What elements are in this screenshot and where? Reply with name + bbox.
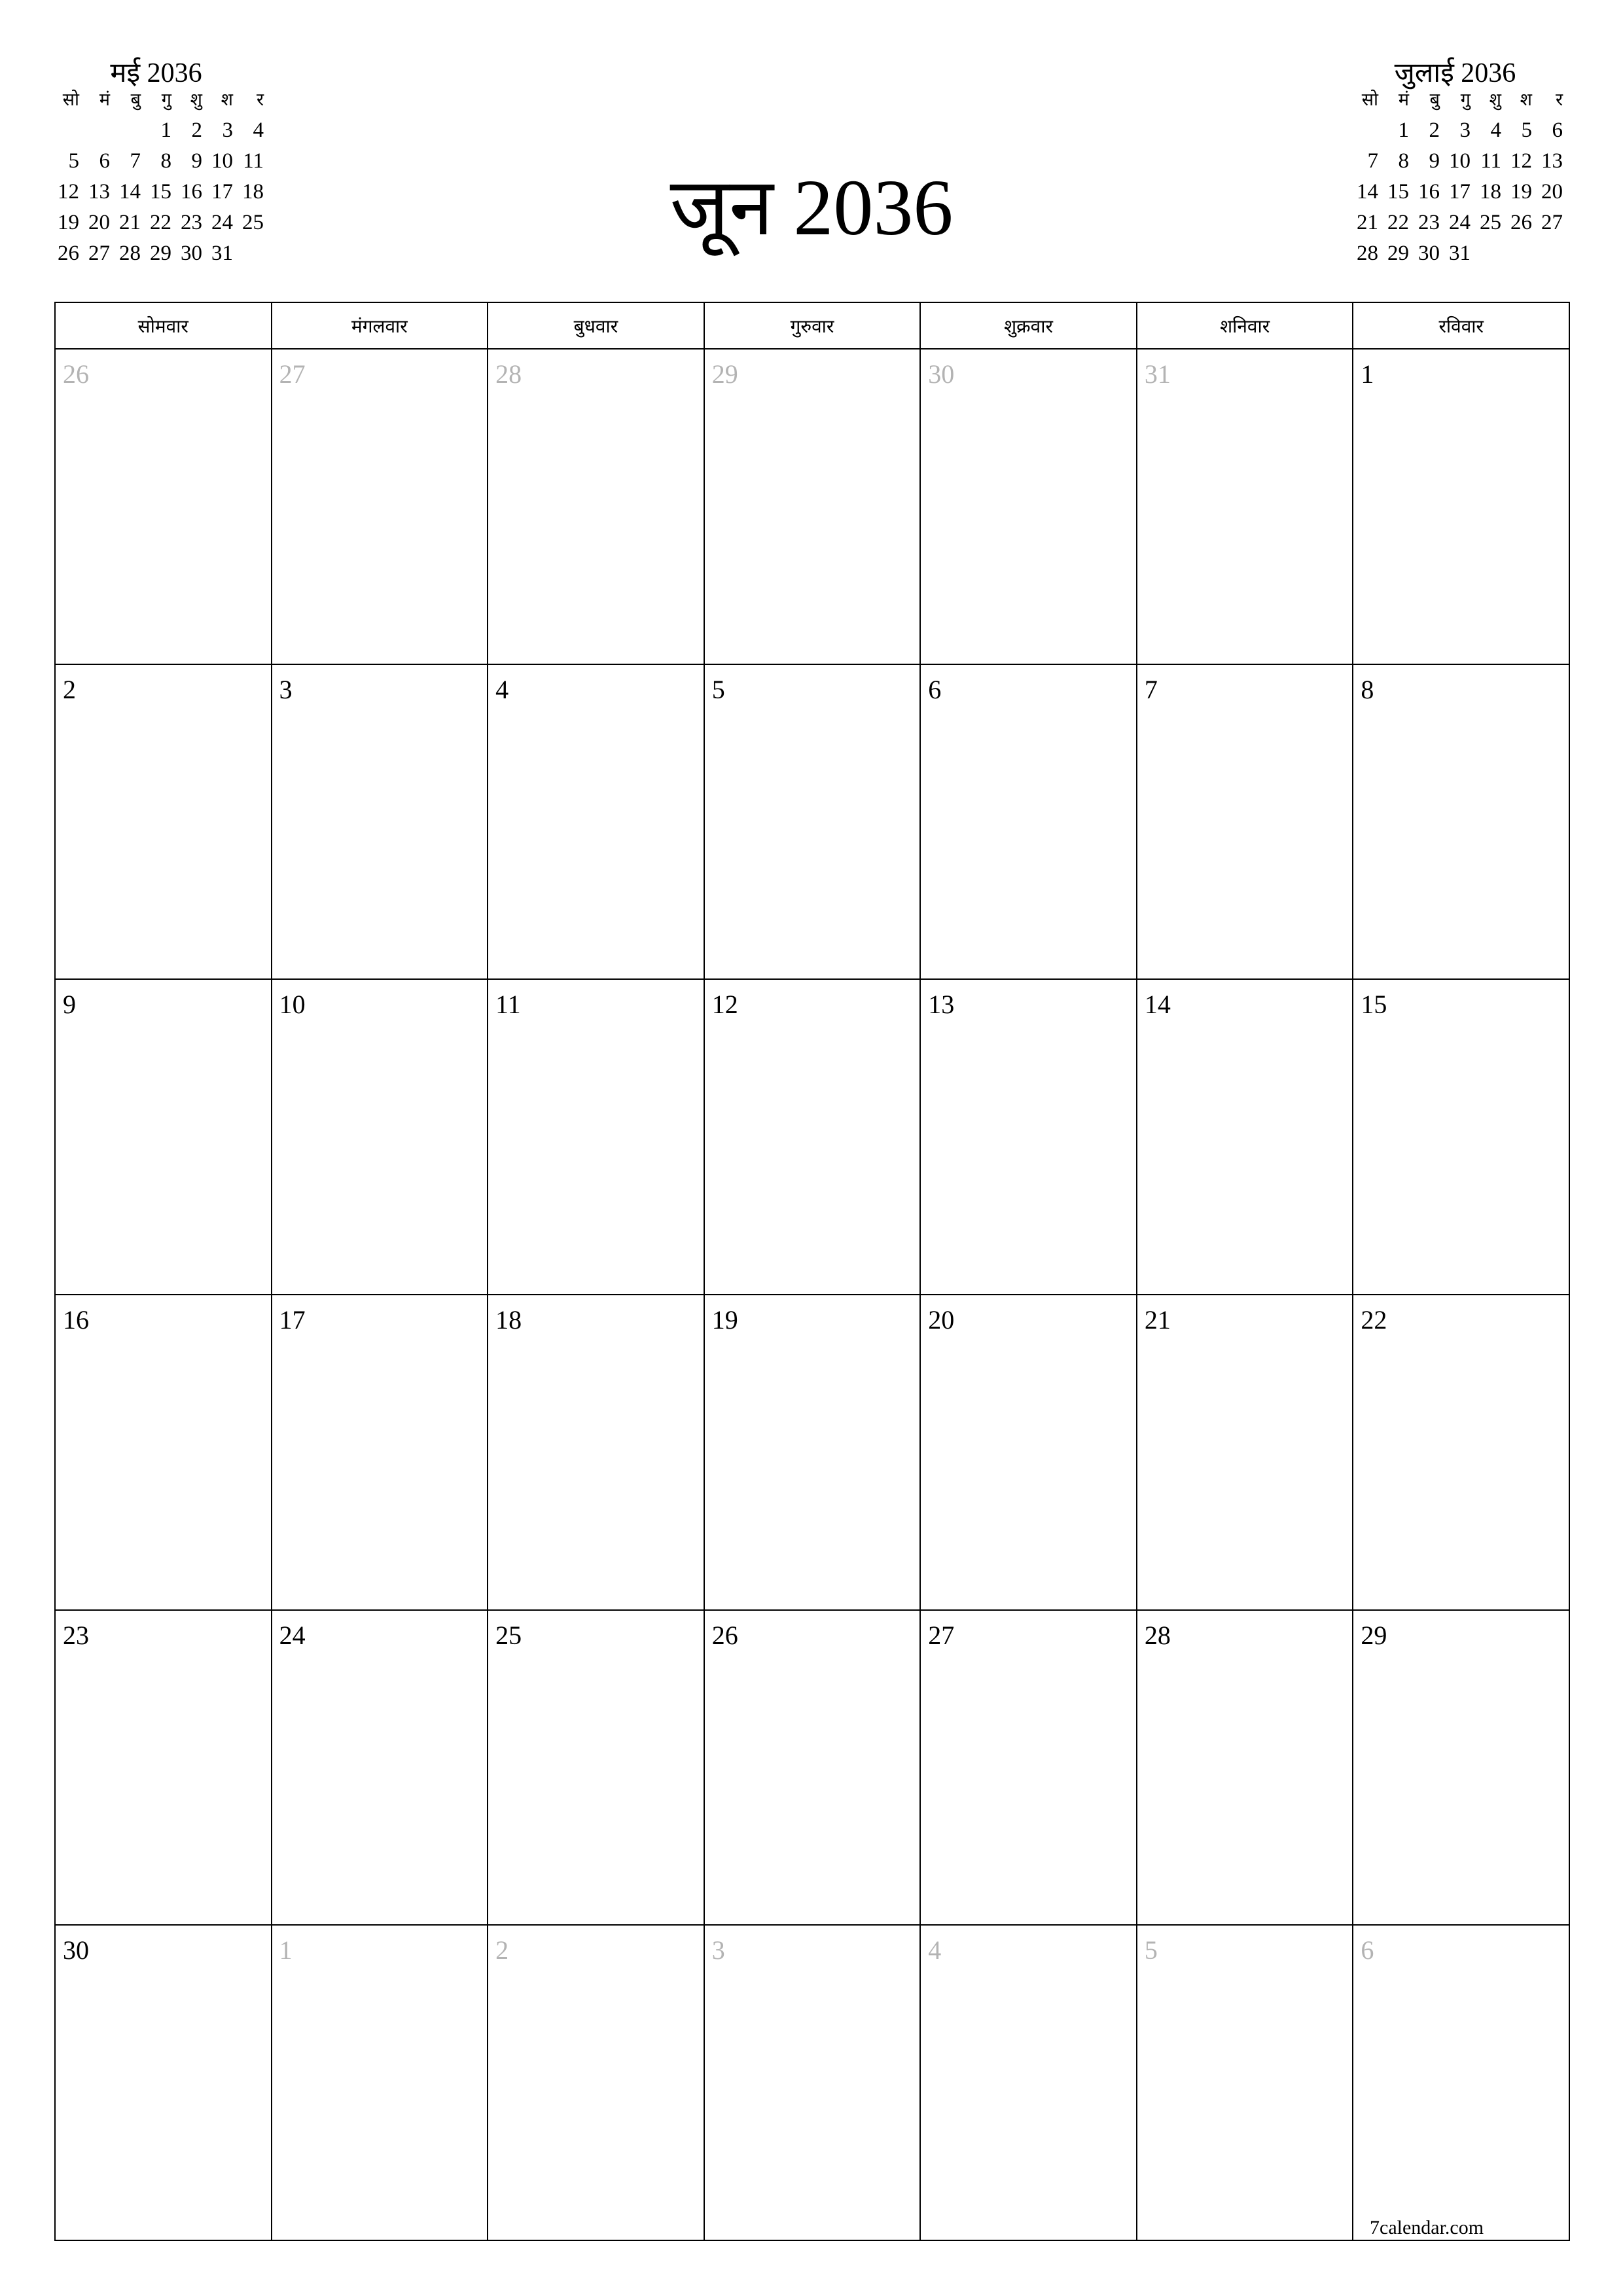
day-number: 6 <box>928 674 942 704</box>
mini-day-number: 10 <box>1449 149 1471 173</box>
mini-day-number: 28 <box>119 242 141 265</box>
mini-day-number: 8 <box>160 149 171 173</box>
mini-day-number: 5 <box>1521 118 1532 142</box>
day-number: 9 <box>63 990 76 1020</box>
day-cell <box>1353 980 1569 1294</box>
day-number: 6 <box>1361 1935 1374 1965</box>
mini-day-empty <box>48 115 79 146</box>
day-number: 27 <box>279 359 306 389</box>
day-number: 25 <box>495 1620 522 1650</box>
weekday-header: गुरुवार <box>705 303 920 348</box>
day-number: 3 <box>279 674 293 704</box>
mini-day-number: 31 <box>211 242 233 265</box>
day-cell <box>56 1611 271 1925</box>
day-cell-other-month <box>921 350 1136 664</box>
mini-day-number: 25 <box>1480 211 1501 234</box>
day-cell <box>1137 665 1353 979</box>
day-number: 18 <box>495 1304 522 1335</box>
day-cell <box>921 1295 1136 1609</box>
mini-weekday-header: मं <box>99 90 110 109</box>
day-number: 4 <box>928 1935 942 1965</box>
mini-day-number: 18 <box>242 180 264 204</box>
mini-calendar-grid <box>1347 84 1563 269</box>
day-number: 3 <box>711 1935 725 1965</box>
day-number: 30 <box>63 1935 89 1965</box>
mini-day-number: 30 <box>181 242 202 265</box>
day-cell <box>272 1295 488 1609</box>
mini-calendar-title: जुलाई 2036 <box>1394 58 1516 88</box>
day-cell <box>1137 1295 1353 1609</box>
day-number: 29 <box>1361 1620 1387 1650</box>
mini-day-number: 7 <box>1367 149 1378 173</box>
mini-day-number: 27 <box>1541 211 1563 234</box>
day-number: 22 <box>1361 1304 1387 1335</box>
mini-day-number: 1 <box>1398 118 1409 142</box>
day-number: 15 <box>1361 990 1387 1020</box>
day-cell <box>488 1611 704 1925</box>
mini-day-number: 1 <box>160 118 171 142</box>
day-cell <box>1353 1611 1569 1925</box>
day-cell-other-month <box>272 350 488 664</box>
mini-day-empty <box>110 115 141 146</box>
mini-day-number: 14 <box>119 180 141 204</box>
day-number: 11 <box>495 990 521 1020</box>
day-number: 5 <box>1144 1935 1158 1965</box>
mini-day-number: 8 <box>1398 149 1409 173</box>
mini-day-number: 24 <box>211 211 233 234</box>
day-cell-other-month <box>1353 1926 1569 2240</box>
weekday-header: बुधवार <box>488 303 704 348</box>
day-number: 19 <box>711 1304 738 1335</box>
day-cell <box>1353 1295 1569 1609</box>
mini-weekday-header: बु <box>130 90 141 109</box>
mini-day-number: 4 <box>1490 118 1501 142</box>
day-number: 31 <box>1144 359 1171 389</box>
day-cell <box>705 980 920 1294</box>
day-cell <box>56 665 271 979</box>
day-number: 17 <box>279 1304 306 1335</box>
mini-day-number: 2 <box>1429 118 1440 142</box>
mini-day-number: 28 <box>1357 242 1378 265</box>
footer-website-text: 7calendar.com <box>1370 2217 1484 2238</box>
day-cell <box>56 1926 271 2240</box>
weekday-header: मंगलवार <box>272 303 488 348</box>
day-cell-other-month <box>488 350 704 664</box>
mini-day-number: 21 <box>119 211 141 234</box>
mini-day-number: 4 <box>253 118 264 142</box>
day-cell <box>921 1611 1136 1925</box>
mini-day-number: 11 <box>1480 149 1501 173</box>
mini-day-number: 5 <box>68 149 79 173</box>
day-cell <box>1353 665 1569 979</box>
weekday-header: रविवार <box>1353 303 1569 348</box>
day-cell-other-month <box>272 1926 488 2240</box>
mini-weekday-header: शु <box>190 90 202 109</box>
mini-day-number: 6 <box>1552 118 1563 142</box>
month-grid <box>54 302 1570 2241</box>
mini-weekday-header: शु <box>1489 90 1501 109</box>
mini-calendar-title: मई 2036 <box>110 58 202 88</box>
mini-weekday-header: श <box>1520 90 1532 109</box>
day-cell <box>488 1295 704 1609</box>
day-number: 30 <box>928 359 955 389</box>
mini-day-number: 20 <box>88 211 110 234</box>
mini-day-number: 11 <box>243 149 264 173</box>
mini-day-number: 29 <box>1387 242 1409 265</box>
day-number: 13 <box>928 990 955 1020</box>
mini-day-number: 26 <box>1510 211 1532 234</box>
mini-day-number: 2 <box>191 118 202 142</box>
mini-day-empty <box>1532 238 1563 269</box>
day-number: 28 <box>1144 1620 1171 1650</box>
mini-day-empty <box>79 115 110 146</box>
day-cell <box>705 665 920 979</box>
day-number: 12 <box>711 990 738 1020</box>
day-cell-other-month <box>488 1926 704 2240</box>
day-cell <box>921 665 1136 979</box>
day-cell <box>1353 350 1569 664</box>
mini-weekday-header: मं <box>1398 90 1409 109</box>
mini-day-number: 20 <box>1541 180 1563 204</box>
day-cell <box>921 980 1136 1294</box>
day-cell-other-month <box>705 1926 920 2240</box>
mini-day-number: 22 <box>150 211 171 234</box>
mini-day-number: 16 <box>181 180 202 204</box>
day-cell-other-month <box>705 350 920 664</box>
mini-day-number: 30 <box>1418 242 1440 265</box>
day-cell <box>705 1611 920 1925</box>
day-cell-other-month <box>1137 350 1353 664</box>
mini-day-number: 26 <box>58 242 79 265</box>
mini-day-number: 15 <box>150 180 171 204</box>
mini-calendar-next-month <box>1347 0 1563 275</box>
mini-day-empty <box>1471 238 1501 269</box>
mini-day-number: 25 <box>242 211 264 234</box>
mini-day-empty <box>1501 238 1532 269</box>
mini-day-number: 27 <box>88 242 110 265</box>
day-number: 28 <box>495 359 522 389</box>
day-number: 2 <box>63 674 76 704</box>
day-cell <box>272 1611 488 1925</box>
day-cell <box>272 980 488 1294</box>
mini-day-number: 9 <box>1429 149 1440 173</box>
mini-day-number: 21 <box>1357 211 1378 234</box>
day-number: 10 <box>279 990 306 1020</box>
mini-weekday-header: गु <box>161 90 171 109</box>
mini-day-number: 23 <box>1418 211 1440 234</box>
mini-day-number: 9 <box>191 149 202 173</box>
mini-day-number: 16 <box>1418 180 1440 204</box>
mini-weekday-header: सो <box>1361 90 1378 109</box>
mini-day-number: 31 <box>1449 242 1471 265</box>
day-number: 27 <box>928 1620 955 1650</box>
mini-weekday-header: श <box>221 90 233 109</box>
day-cell <box>1137 1611 1353 1925</box>
day-cell-other-month <box>56 350 271 664</box>
mini-day-number: 19 <box>1510 180 1532 204</box>
page-title: जून 2036 <box>669 164 954 252</box>
mini-day-number: 23 <box>181 211 202 234</box>
mini-day-number: 12 <box>58 180 79 204</box>
day-number: 16 <box>63 1304 89 1335</box>
day-number: 2 <box>495 1935 509 1965</box>
weekday-header: शनिवार <box>1137 303 1353 348</box>
day-number: 29 <box>711 359 738 389</box>
day-number: 26 <box>63 359 89 389</box>
mini-day-number: 6 <box>99 149 110 173</box>
day-number: 20 <box>928 1304 955 1335</box>
day-cell <box>488 665 704 979</box>
day-cell <box>272 665 488 979</box>
day-cell-other-month <box>1137 1926 1353 2240</box>
day-cell <box>1137 980 1353 1294</box>
mini-day-number: 12 <box>1510 149 1532 173</box>
day-cell <box>56 1295 271 1609</box>
mini-day-number: 15 <box>1387 180 1409 204</box>
mini-weekday-header: गु <box>1460 90 1471 109</box>
day-cell <box>488 980 704 1294</box>
day-number: 26 <box>711 1620 738 1650</box>
mini-weekday-header: सो <box>62 90 79 109</box>
day-cell <box>56 980 271 1294</box>
day-number: 14 <box>1144 990 1171 1020</box>
mini-day-number: 29 <box>150 242 171 265</box>
day-number: 5 <box>711 674 725 704</box>
mini-day-empty <box>1347 115 1378 146</box>
day-number: 23 <box>63 1620 89 1650</box>
mini-day-number: 7 <box>130 149 141 173</box>
mini-day-number: 24 <box>1449 211 1471 234</box>
day-cell <box>705 1295 920 1609</box>
mini-day-number: 18 <box>1480 180 1501 204</box>
day-number: 24 <box>279 1620 306 1650</box>
day-number: 7 <box>1144 674 1158 704</box>
mini-day-number: 17 <box>211 180 233 204</box>
day-number: 4 <box>495 674 509 704</box>
mini-day-number: 3 <box>222 118 233 142</box>
mini-weekday-header: बु <box>1429 90 1440 109</box>
weekday-header: सोमवार <box>56 303 271 348</box>
mini-day-number: 13 <box>1541 149 1563 173</box>
mini-day-number: 3 <box>1459 118 1471 142</box>
weekday-header: शुक्रवार <box>921 303 1136 348</box>
mini-day-number: 19 <box>58 211 79 234</box>
day-number: 1 <box>1361 359 1374 389</box>
day-number: 8 <box>1361 674 1374 704</box>
mini-day-number: 17 <box>1449 180 1471 204</box>
mini-weekday-header: र <box>256 90 264 109</box>
mini-day-number: 14 <box>1357 180 1378 204</box>
mini-day-number: 22 <box>1387 211 1409 234</box>
day-cell-other-month <box>921 1926 1136 2240</box>
mini-weekday-header: र <box>1555 90 1563 109</box>
mini-day-number: 10 <box>211 149 233 173</box>
mini-day-number: 13 <box>88 180 110 204</box>
day-number: 1 <box>279 1935 293 1965</box>
day-number: 21 <box>1144 1304 1171 1335</box>
